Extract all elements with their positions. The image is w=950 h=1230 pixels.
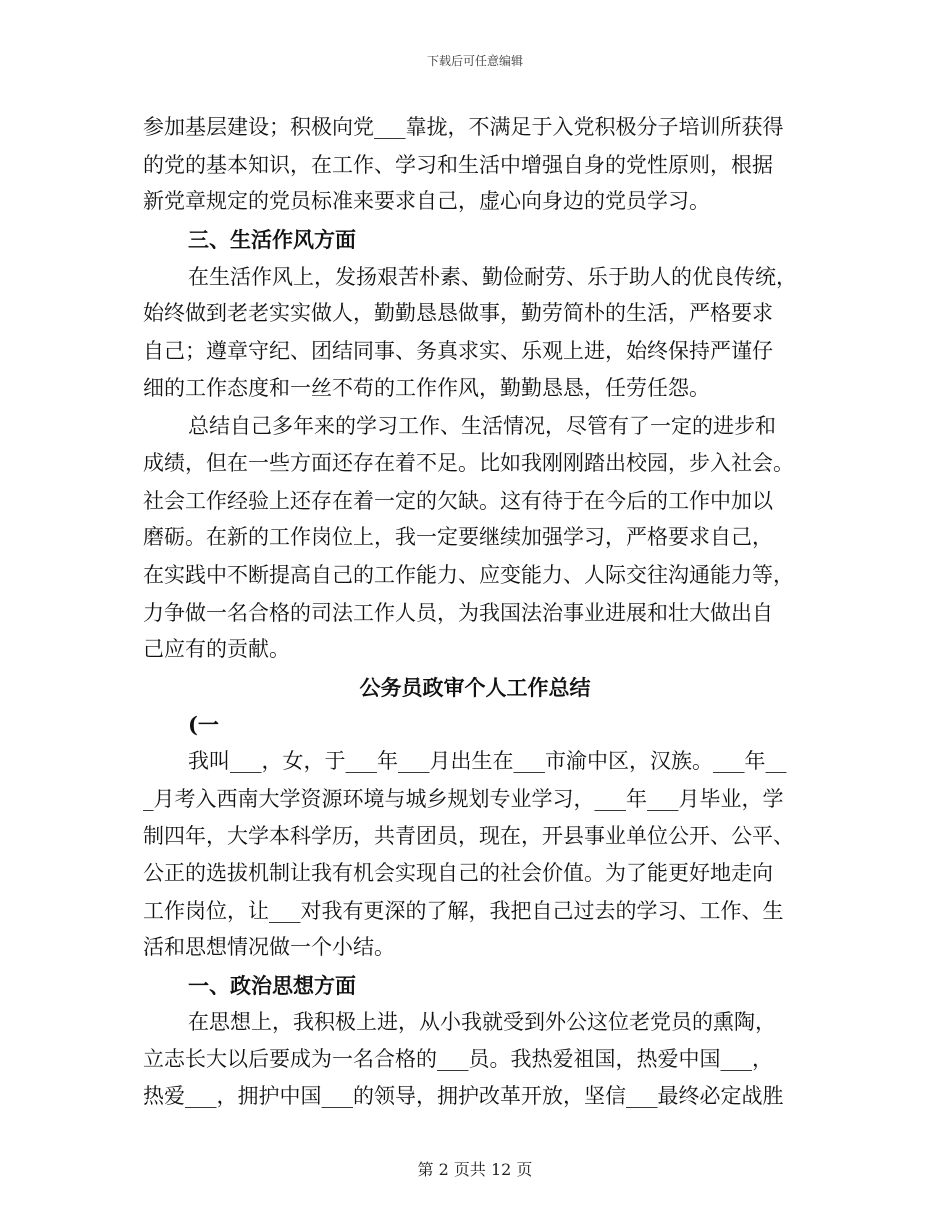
text-line: 新党章规定的党员标准来要求自己，虚心向身边的党员学习。 (143, 189, 710, 213)
text-line: 自己；遵章守纪、团结同事、务真求实、乐观上进，始终保持严谨仔 (143, 339, 773, 363)
page-header: 下载后可任意编辑 (426, 54, 523, 68)
section-marker: (一 (188, 712, 219, 737)
text-line: 热爱___，拥护中国___的领导，拥护改革开放，坚信___最终必定战胜 (143, 1084, 784, 1108)
text-line: 在生活作风上，发扬艰苦朴素、勤俭耐劳、乐于助人的优良传统， (188, 265, 797, 289)
text-line: 工作岗位，让___对我有更深的了解，我把自己过去的学习、工作、生 (143, 899, 784, 923)
document-title: 公务员政审个人工作总结 (359, 675, 591, 700)
text-line: 立志长大以后要成为一名合格的___员。我热爱祖国，热爱中国___， (143, 1047, 773, 1071)
text-line: _月考入西南大学资源环境与城乡规划专业学习，___年___月毕业，学 (143, 787, 784, 811)
text-line: 磨砺。在新的工作岗位上，我一定要继续加强学习，严格要求自己， (143, 525, 773, 549)
text-line: 在实践中不断提高自己的工作能力、应变能力、人际交往沟通能力等， (143, 563, 794, 587)
section-heading: 三、生活作风方面 (188, 227, 356, 252)
text-line: 成绩，但在一些方面还存在着不足。比如我刚刚踏出校园，步入社会。 (143, 451, 794, 475)
text-line: 的党的基本知识，在工作、学习和生活中增强自身的党性原则，根据 (143, 153, 773, 177)
text-line: 活和思想情况做一个小结。 (143, 935, 395, 959)
text-line: 己应有的贡献。 (143, 637, 290, 661)
text-line: 力争做一名合格的司法工作人员，为我国法治事业进展和壮大做出自 (143, 601, 773, 625)
text-line: 公正的选拔机制让我有机会实现自己的社会价值。为了能更好地走向 (143, 861, 773, 885)
page-footer: 第 2 页共 12 页 (417, 1160, 533, 1179)
text-line: 制四年，大学本科学历，共青团员，现在，开县事业单位公开、公平、 (143, 824, 794, 848)
section-heading: 一、政治思想方面 (188, 973, 356, 998)
text-line: 参加基层建设；积极向党___靠拢，不满足于入党积极分子培训所获得 (143, 115, 784, 139)
text-line: 始终做到老老实实做人，勤勤恳恳做事，勤劳简朴的生活，严格要求 (143, 301, 773, 325)
text-line: 总结自己多年来的学习工作、生活情况，尽管有了一定的进步和 (188, 414, 776, 438)
text-line: 我叫___，女，于___年___月出生在___市渝中区，汉族。___年__ (188, 749, 787, 773)
text-line: 在思想上，我积极上进，从小我就受到外公这位老党员的熏陶， (188, 1010, 776, 1034)
text-line: 社会工作经验上还存在着一定的欠缺。这有待于在今后的工作中加以 (143, 489, 773, 513)
text-line: 细的工作态度和一丝不苟的工作作风，勤勤恳恳，任劳任怨。 (143, 376, 710, 400)
